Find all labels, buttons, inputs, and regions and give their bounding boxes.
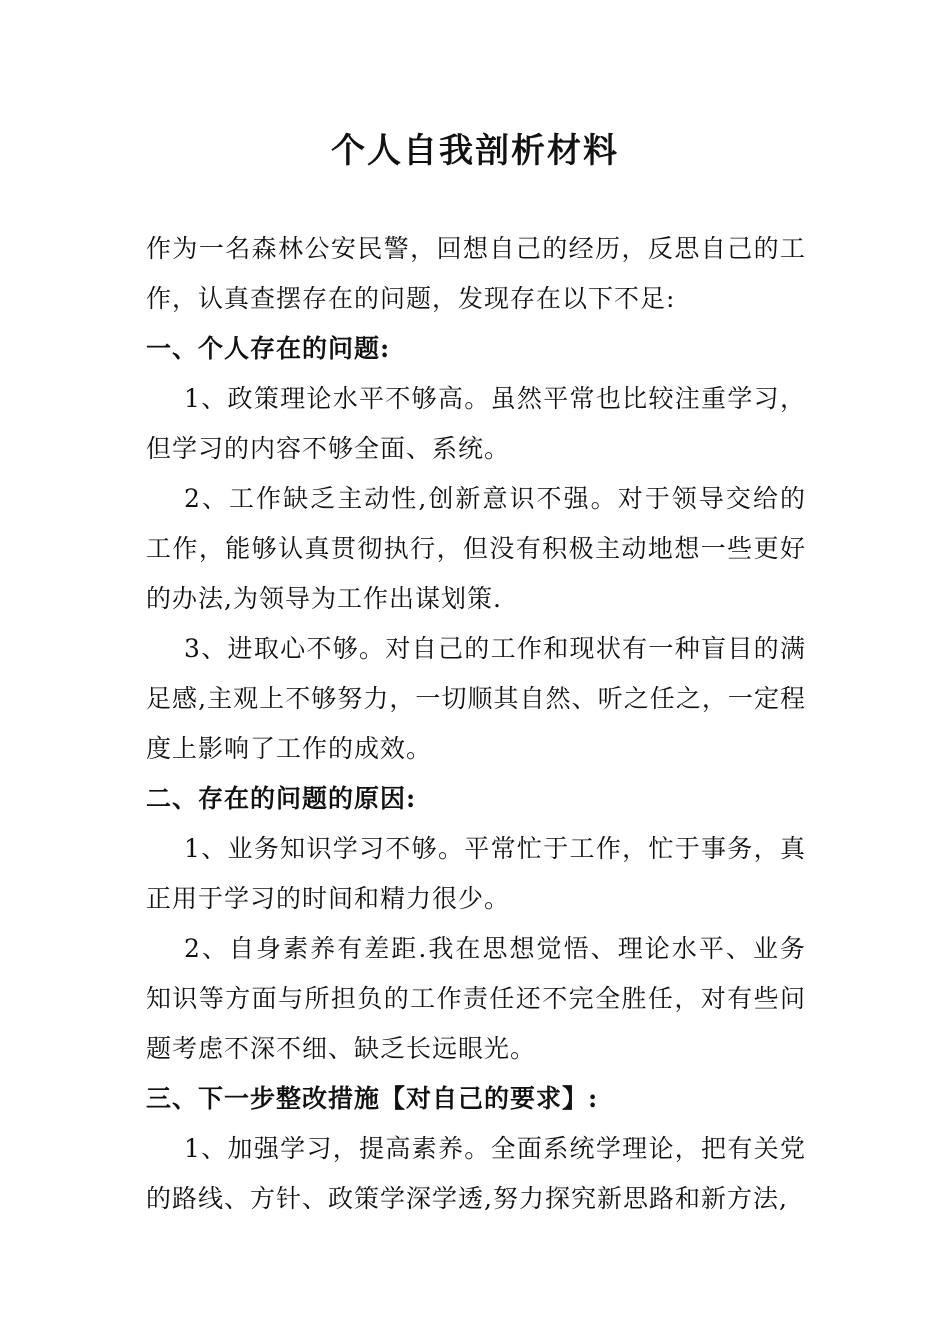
section-1-item-2: 2、工作缺乏主动性,创新意识不强。对于领导交给的工作，能够认真贯彻执行，但没有积极主动地想一些更好的办法,为领导为工作出谋划策.	[146, 484, 806, 613]
intro-paragraph: 作为一名森林公安民警，回想自己的经历，反思自己的工作，认真查摆存在的问题，发现存在以下不足:	[146, 234, 806, 313]
section-1-item-1: 1、政策理论水平不够高。虽然平常也比较注重学习，但学习的内容不够全面、系统。	[146, 384, 806, 463]
section-heading-2: 二、存在的问题的原因:	[146, 784, 417, 813]
section-3-item-1: 1、加强学习，提高素养。全面系统学理论，把有关党的路线、方针、政策学深学透,努力探究新思路和新方法,	[146, 1134, 806, 1213]
section-heading-1: 一、个人存在的问题:	[146, 334, 391, 363]
section-1-item-3: 3、进取心不够。对自己的工作和现状有一种盲目的满足感,主观上不够努力，一切顺其自然、听之任之，一定程度上影响了工作的成效。	[146, 634, 806, 763]
document-body	[146, 224, 806, 1224]
section-heading-3: 三、下一步整改措施【对自己的要求】:	[146, 1084, 599, 1113]
section-2-item-1: 1、业务知识学习不够。平常忙于工作，忙于事务，真正用于学习的时间和精力很少。	[146, 834, 806, 913]
document-title: 个人自我剖析材料	[331, 131, 619, 171]
section-2-item-2: 2、自身素养有差距.我在思想觉悟、理论水平、业务知识等方面与所担负的工作责任还不完全胜任，对有些问题考虑不深不细、缺乏长远眼光。	[146, 934, 806, 1063]
